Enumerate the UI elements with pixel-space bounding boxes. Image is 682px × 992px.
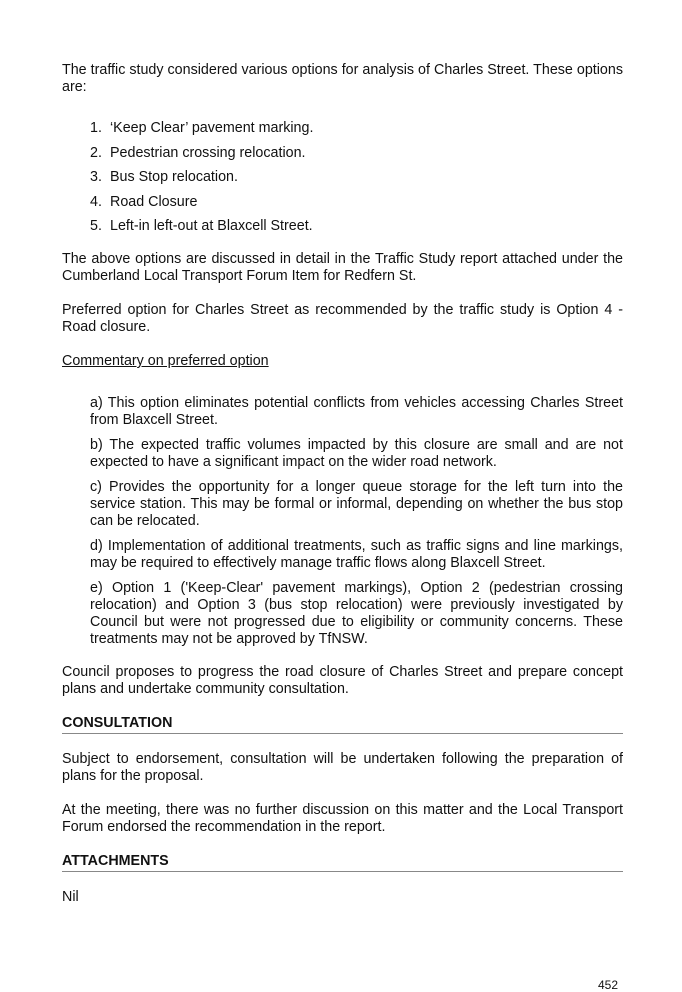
list-item-text: Road Closure — [110, 193, 198, 210]
list-item-number: 2. — [90, 144, 102, 161]
commentary-item: c) Provides the opportunity for a longer queue storage for the left turn into the service station. This may be formal or informal, depending on whether the bus stop can be relocated. — [90, 479, 623, 529]
list-item-number: 1. — [90, 120, 102, 136]
commentary-item: b) The expected traffic volumes impacted by this closure are small and are not expected to have a significant impact on the wider road network. — [90, 437, 623, 470]
commentary-heading: Commentary on preferred option — [62, 353, 269, 369]
list-item-text: Left-in left-out at Blaxcell Street. — [110, 218, 313, 234]
attachments-heading: ATTACHMENTS — [62, 853, 623, 872]
meeting-outcome-paragraph: At the meeting, there was no further discussion on this matter and the Local Transport Forum endorsed the recommendation in the report. — [62, 802, 623, 835]
commentary-item: d) Implementation of additional treatments, such as traffic signs and line markings, may be required to effectively manage traffic flows along Blaxcell Street. — [90, 538, 623, 571]
list-item-number: 5. — [90, 218, 102, 234]
commentary-item: e) Option 1 ('Keep-Clear' pavement markings), Option 2 (pedestrian crossing relocation) and Option 3 (bus stop relocation) were previously investigated by Council but were not progressed due to eligibility or community concerns. These treatments may not be approved by TfNSW. — [90, 580, 623, 647]
attachments-text: Nil — [62, 889, 79, 905]
page-number: 452 — [598, 978, 619, 992]
discussion-paragraph: The above options are discussed in detail in the Traffic Study report attached under the Cumberland Local Transport Forum Item for Redfern St. — [62, 251, 623, 284]
options-list — [62, 120, 623, 235]
proposal-paragraph: Council proposes to progress the road closure of Charles Street and prepare concept plans and undertake community consultation. — [62, 664, 623, 697]
list-item-text: Bus Stop relocation. — [110, 169, 238, 185]
commentary-item: a) This option eliminates potential conflicts from vehicles accessing Charles Street from Blaxcell Street. — [90, 395, 623, 428]
list-item-text: ‘Keep Clear’ pavement marking. — [110, 120, 314, 136]
consultation-heading: CONSULTATION — [62, 715, 623, 734]
list-item — [90, 194, 623, 211]
list-item — [90, 169, 623, 186]
list-item-number: 4. — [90, 193, 102, 210]
list-item-text: Pedestrian crossing relocation. — [110, 144, 306, 161]
list-item-number: 3. — [90, 169, 102, 185]
preferred-option-paragraph: Preferred option for Charles Street as recommended by the traffic study is Option 4 - Road closure. — [62, 302, 623, 335]
document-page — [62, 62, 623, 906]
intro-paragraph: The traffic study considered various options for analysis of Charles Street. These options are: — [62, 62, 623, 95]
list-item — [90, 120, 623, 137]
list-item — [90, 145, 623, 162]
commentary-list — [90, 395, 623, 648]
list-item — [90, 218, 623, 235]
consultation-paragraph: Subject to endorsement, consultation will be undertaken following the preparation of plans for the proposal. — [62, 751, 623, 784]
